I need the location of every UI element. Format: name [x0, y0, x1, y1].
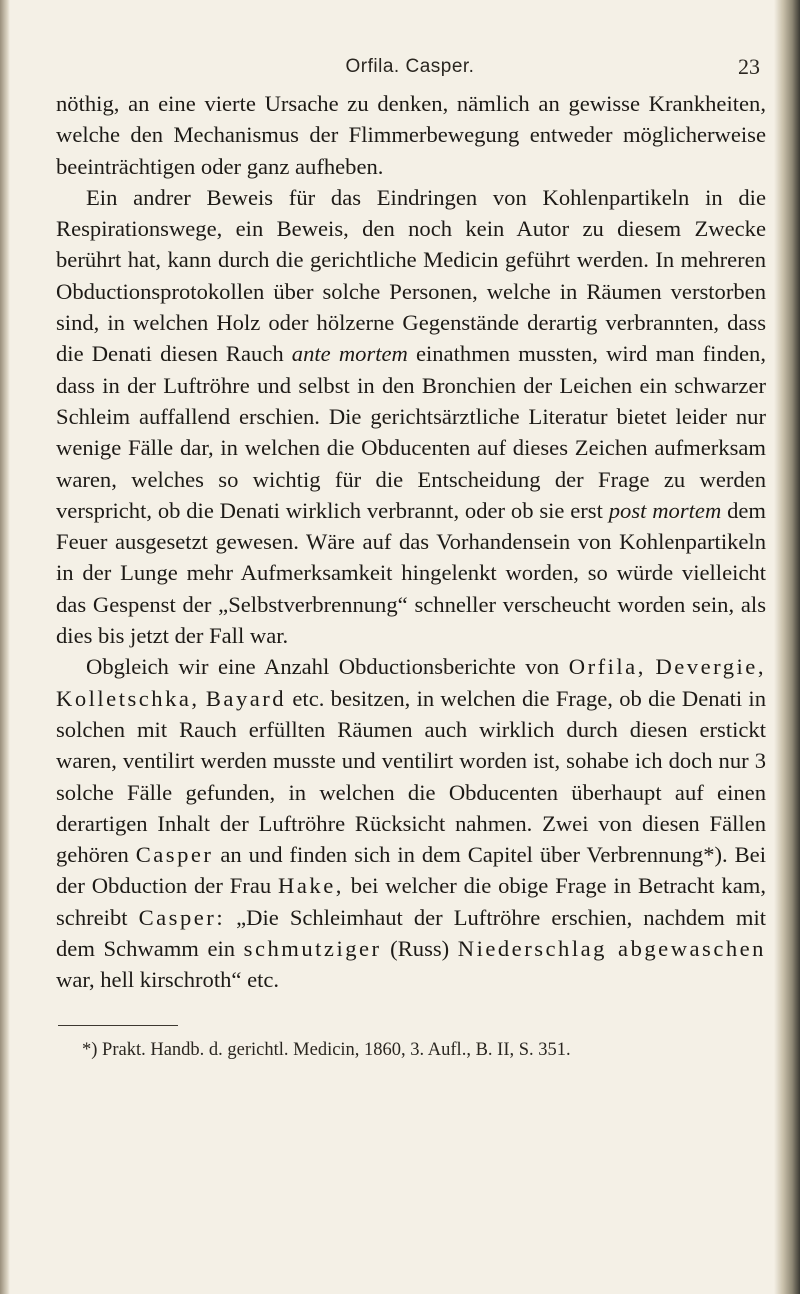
paragraph-3-text-c: an und finden sich in dem Capitel über Verbrennung*). Bei der Obduction der Frau [56, 842, 766, 899]
paragraph-2 [56, 182, 766, 651]
page-gutter-shadow [0, 0, 10, 1294]
paragraph-2-text-a: Ein andrer Beweis für das Eindringen von Kohlenpartikeln in die Respirationswege, ein Beweis, den noch kein Autor zu diesem Zwecke berührt hat, kann durch die gerichtliche Medicin geführt werden. In mehreren Obductionsprotokollen über solche Personen, welche in Räumen verstorben sind, in welchen Holz oder hölzerne Gegenstände derartig verbrannten, dass die Denati diesen Rauch [56, 184, 766, 367]
paragraph-3-text-b: etc. besitzen, in welchen die Frage, ob die Denati in solchen mit Rauch erfüllten Räumen auch wirklich durch diesen erstickt waren, ventilirt werden musste und ventilirt worden ist, sohabe ich doch nur 3 solche Fälle gefunden, in welchen die Obducenten überhaupt auf einen derartigen Inhalt der Luftröhre Rücksicht nahmen. Zwei von diesen Fällen gehören [56, 685, 767, 868]
footnote-rule [58, 1025, 178, 1026]
author-devergie: Devergie, [655, 654, 766, 680]
body-text [56, 88, 766, 996]
phrase-niederschlag: Niederschlag abgewaschen [457, 936, 766, 962]
paragraph-3-text-a: Obgleich wir eine Anzahl Obductionsberichte von [86, 654, 560, 680]
paragraph-3-text-d: bei welcher die obige Frage in Betracht kam, schreibt [56, 873, 766, 930]
author-orfila: Orfila, [568, 654, 646, 680]
page-number: 23 [738, 54, 760, 79]
author-casper-quote: Casper: [138, 904, 226, 930]
paragraph-3-text-f: (Russ) [390, 936, 450, 962]
author-casper: Casper [135, 842, 214, 868]
name-hake: Hake, [278, 873, 344, 899]
paragraph-2-text-c: dem Feuer ausgesetzt gewesen. Wäre auf das Vorhandensein von Kohlenpartikeln in der Lunge mehr Aufmerksamkeit hingelenkt worden, so würde vielleicht das Gespenst der „Selbstverbrennung“ schneller verscheucht worden sein, als dies bis jetzt der Fall war. [56, 497, 767, 649]
paragraph-3-text-e: „Die Schleimhaut der Luftröhre erschien, nachdem mit dem Schwamm ein [56, 904, 766, 962]
page-edge-shadow [774, 0, 800, 1294]
paragraph-1 [56, 88, 766, 182]
author-bayard: Bayard [205, 685, 287, 711]
post-mortem-phrase: post mortem [608, 497, 722, 523]
paragraph-3-text-g: war, hell kirschroth“ etc. [56, 967, 280, 993]
footnote: *) Prakt. Handb. d. gerichtl. Medicin, 1860, 3. Aufl., B. II, S. 351. [82, 1040, 571, 1060]
paragraph-3 [56, 651, 766, 995]
author-kolletschka: Kolletschka, [56, 685, 200, 711]
word-schmutziger: schmutziger [243, 936, 382, 962]
paragraph-2-text-b: einathmen mussten, wird man finden, dass in der Luftröhre und selbst in den Bronchien der Leichen ein schwarzer Schleim auffallend erschien. Die gerichtsärztliche Literatur bietet leider nur wenige Fälle dar, in welchen die Obducenten auf dieses Zeichen aufmerksam waren, welches so wichtig für die Entscheidung der Frage zu werden verspricht, ob die Denati wirklich verbrannt, oder ob sie erst [56, 341, 767, 523]
ante-mortem-phrase: ante mortem [291, 341, 408, 367]
running-head: Orfila. Casper. [345, 56, 475, 77]
paragraph-1-text: nöthig, an eine vierte Ursache zu denken, nämlich an gewisse Krankheiten, welche den Mechanismus der Flimmerbewegung entweder möglicherweise beeinträchtigen oder ganz aufheben. [56, 91, 766, 179]
page-header [60, 56, 760, 86]
